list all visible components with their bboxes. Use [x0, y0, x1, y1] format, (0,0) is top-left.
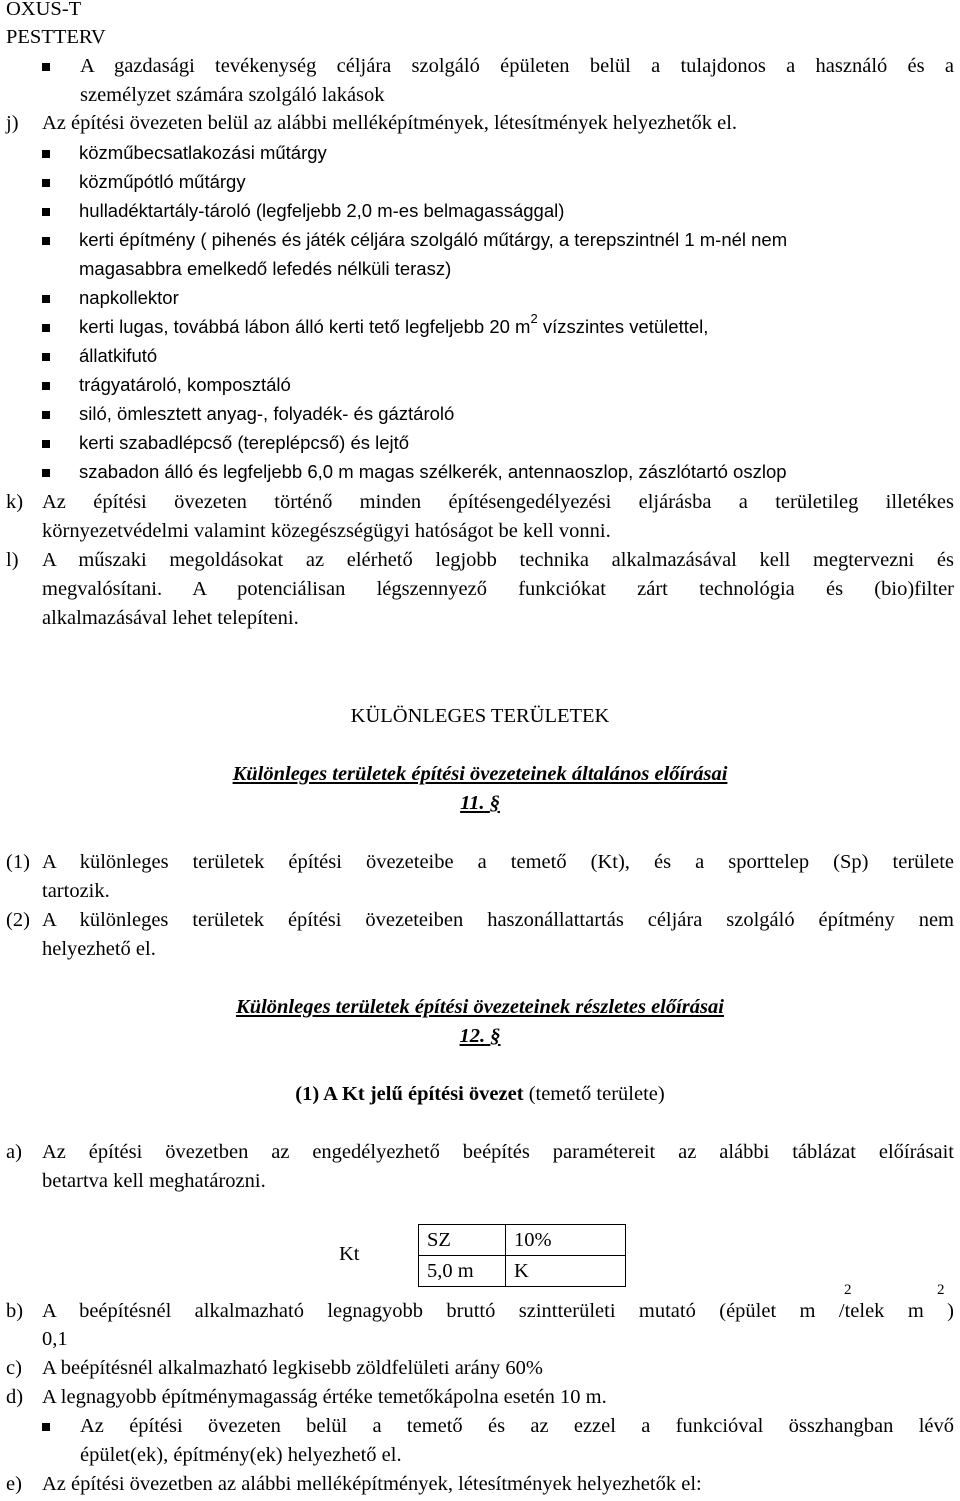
- para-1-line-1: A különleges területek építési övezeteibe a temető (Kt), és a sporttelep (Sp) területe: [42, 851, 954, 873]
- superscript: 2: [937, 1282, 945, 1298]
- subsection-title-2: Különleges területek építési övezeteinek részletes előírásai: [236, 996, 724, 1018]
- item-d-bullet-line-2: épület(ek), építmény(ek) helyezhető el.: [80, 1444, 402, 1466]
- item-l-line-3: alkalmazásával lehet telepíteni.: [42, 607, 299, 629]
- bullet-icon: [42, 63, 50, 71]
- item-a-line-2: betartva kell meghatározni.: [42, 1170, 266, 1192]
- item-b-line-1: A beépítésnél alkalmazható legnagyobb bruttó szintterületi mutató (épület m /telek m ): [42, 1300, 954, 1322]
- table-row: [419, 1225, 626, 1256]
- intro-line-1: A gazdasági tevékenység céljára szolgáló épületen belül a tulajdonos a használó és a: [80, 55, 954, 77]
- j-bullet-12: szabadon álló és legfeljebb 6,0 m magas szélkerék, antennaoszlop, zászlótartó oszlop: [79, 461, 787, 482]
- bullet-icon: [42, 324, 50, 332]
- item-k-line-1: Az építési övezeten történő minden építésengedélyezési eljárásba a területileg illetékes: [42, 491, 954, 513]
- item-k-line-2: környezetvédelmi valamint közegészségügyi hatóságot be kell vonni.: [42, 520, 611, 542]
- bullet-icon: [42, 469, 50, 477]
- section-title: KÜLÖNLEGES TERÜLETEK: [350, 705, 610, 727]
- header-line-1: OXUS-T: [6, 0, 82, 20]
- table-cell: 5,0 m: [419, 1256, 506, 1287]
- zone-heading: (1) A Kt jelű építési övezet (temető területe): [295, 1083, 665, 1105]
- bullet-icon: [42, 411, 50, 419]
- para-2-line-1: A különleges területek építési övezeteiben haszonállattartás céljára szolgáló építmény nem: [42, 909, 954, 931]
- superscript: 2: [844, 1282, 852, 1298]
- table-row: [419, 1256, 626, 1287]
- item-j-text: Az építési övezeten belül az alábbi melléképítmények, létesítmények helyezhetők el.: [42, 112, 738, 134]
- item-e-text: Az építési övezetben az alábbi melléképítmények, létesítmények helyezhetők el:: [42, 1473, 702, 1495]
- j-bullet-11: kerti szabadlépcső (tereplépcső) és lejtő: [79, 432, 410, 453]
- item-c-label: c): [6, 1357, 22, 1379]
- bullet-icon: [42, 179, 50, 187]
- table-cell: K: [506, 1256, 626, 1287]
- para-2-line-2: helyezhető el.: [42, 938, 156, 960]
- para-1-line-2: tartozik.: [42, 880, 110, 902]
- j-bullet-3-cont: magasabbra emelkedő lefedés nélküli terasz): [79, 258, 452, 279]
- j-bullet-9: trágyatároló, komposztáló: [79, 374, 291, 395]
- table-cell: 10%: [506, 1225, 626, 1256]
- item-l-line-2: megvalósítani. A potenciálisan légszennyező funkciókat zárt technológia és (bio)filter: [42, 578, 954, 600]
- j-bullet-2: hulladéktartály-tároló (legfeljebb 2,0 m-es belmagassággal): [79, 200, 565, 221]
- item-a-line-1: Az építési övezetben az engedélyezhető beépítés paramétereit az alábbi táblázat előírásait: [42, 1141, 954, 1163]
- kt-table: [418, 1224, 626, 1287]
- paragraph-sign-icon: §: [489, 792, 500, 814]
- bullet-icon: [42, 237, 50, 245]
- bullet-icon: [42, 1423, 50, 1431]
- j-bullet-3: kerti építmény ( pihenés és játék céljára szolgáló műtárgy, a terepszintnél 1 m-nél nem: [79, 229, 788, 250]
- item-c-text: A beépítésnél alkalmazható legkisebb zöldfelületi arány 60%: [42, 1357, 543, 1379]
- j-bullet-10: siló, ömlesztett anyag-, folyadék- és gáztároló: [79, 403, 455, 424]
- j-bullet-6: kerti lugas, továbbá lábon álló kerti tető legfeljebb 20 $m^2$ vízszintes vetülettel,: [79, 311, 709, 337]
- subsection-title-1: Különleges területek építési övezeteinek általános előírásai: [232, 763, 728, 785]
- paragraph-sign-icon: §: [490, 1025, 501, 1047]
- item-d-bullet-line-1: Az építési övezeten belül a temető és az ezzel a funkcióval összhangban lévő: [80, 1415, 954, 1437]
- kt-label: Kt: [339, 1243, 360, 1265]
- item-k-label: k): [6, 491, 24, 513]
- item-b-line-2: 0,1: [42, 1328, 68, 1350]
- bullet-icon: [42, 382, 50, 390]
- superscript: 2: [530, 311, 538, 326]
- j-bullet-0: közműbecsatlakozási műtárgy: [79, 142, 327, 163]
- para-2-label: (2): [6, 909, 30, 931]
- item-b-label: b): [6, 1300, 24, 1322]
- bullet-icon: [42, 440, 50, 448]
- bullet-icon: [42, 295, 50, 303]
- subsection-num-2: 12. §: [459, 1025, 501, 1047]
- item-a-label: a): [6, 1141, 22, 1163]
- item-d-text: A legnagyobb építménymagasság értéke temetőkápolna esetén 10 m.: [42, 1386, 607, 1408]
- j-bullet-1: közműpótló műtárgy: [79, 171, 246, 192]
- table-cell: SZ: [419, 1225, 506, 1256]
- subsection-num-1: 11. §: [460, 792, 500, 814]
- item-l-label: l): [6, 549, 19, 571]
- item-e-label: e): [6, 1473, 22, 1495]
- para-1-label: (1): [6, 851, 30, 873]
- item-d-label: d): [6, 1386, 24, 1408]
- header-line-2: PESTTERV: [6, 26, 106, 48]
- j-bullet-8: állatkifutó: [79, 345, 158, 366]
- item-l-line-1: A műszaki megoldásokat az elérhető legjobb technika alkalmazásával kell megtervezni és: [42, 549, 954, 571]
- j-bullet-5: napkollektor: [79, 287, 179, 308]
- intro-line-2: személyzet számára szolgáló lakások: [80, 84, 385, 106]
- bullet-icon: [42, 353, 50, 361]
- bullet-icon: [42, 208, 50, 216]
- item-j-label: j): [6, 112, 19, 134]
- bullet-icon: [42, 150, 50, 158]
